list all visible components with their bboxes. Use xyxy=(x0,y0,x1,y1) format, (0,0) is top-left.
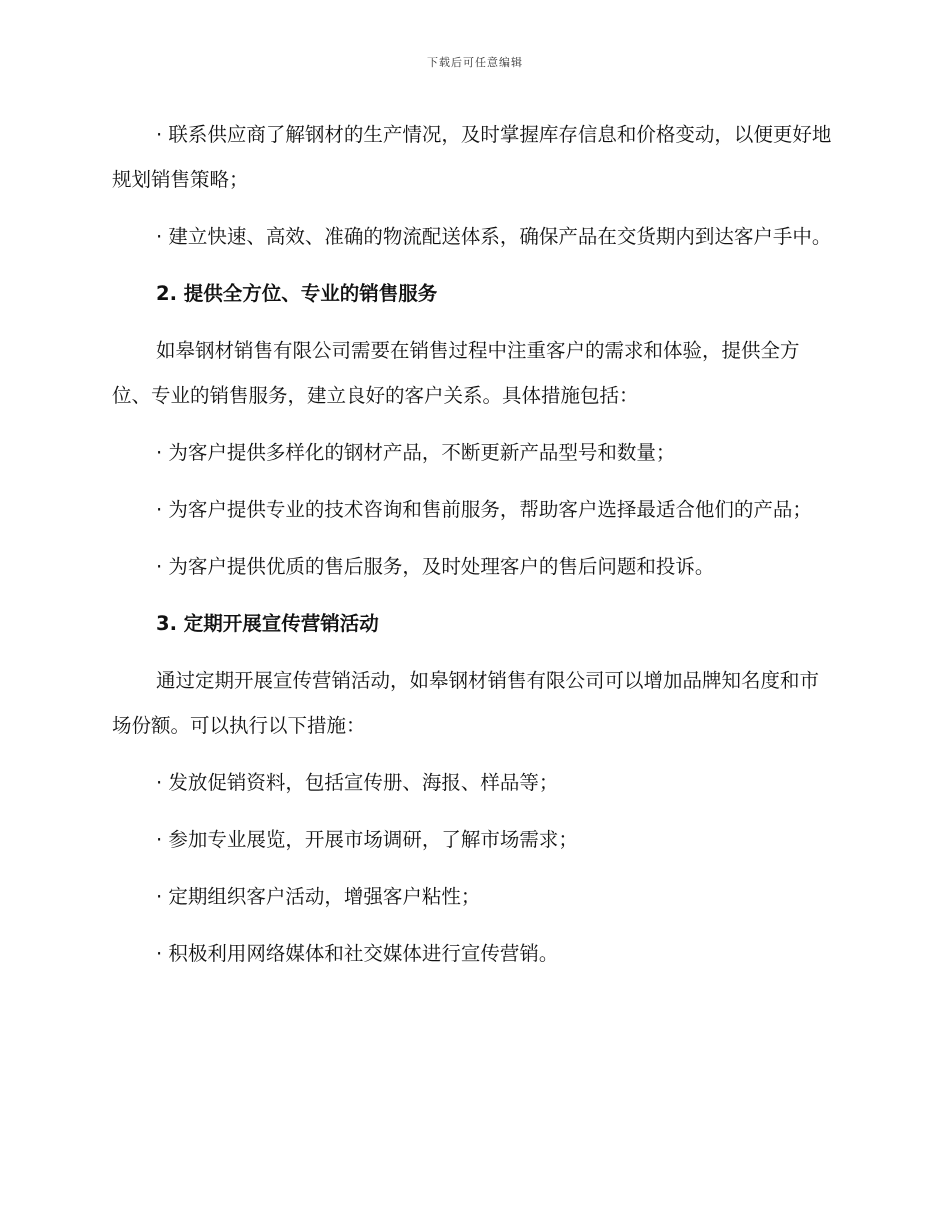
list-item: · 建立快速、高效、准确的物流配送体系，确保产品在交货期内到达客户手中。 xyxy=(156,225,832,248)
list-item: · 为客户提供优质的售后服务，及时处理客户的售后问题和投诉。 xyxy=(156,555,715,578)
list-item: · 定期组织客户活动，增强客户粘性； xyxy=(156,885,481,908)
page-header: 下载后可任意编辑 xyxy=(427,56,523,69)
list-item: · 为客户提供专业的技术咨询和售前服务，帮助客户选择最适合他们的产品； xyxy=(156,498,812,521)
section-heading: 2. 提供全方位、专业的销售服务 xyxy=(156,282,438,305)
list-item: · 参加专业展览，开展市场调研，了解市场需求； xyxy=(156,828,578,851)
list-item: · 积极利用网络媒体和社交媒体进行宣传营销。 xyxy=(156,942,559,965)
list-item: · 联系供应商了解钢材的生产情况，及时掌握库存信息和价格变动，以便更好地规划销售策略； xyxy=(112,123,832,191)
document-body xyxy=(112,112,832,988)
list-item: · 发放促销资料，包括宣传册、海报、样品等； xyxy=(156,771,559,794)
paragraph: 如皋钢材销售有限公司需要在销售过程中注重客户的需求和体验，提供全方位、专业的销售服务，建立良好的客户关系。具体措施包括： xyxy=(112,339,800,407)
list-item: · 为客户提供多样化的钢材产品，不断更新产品型号和数量； xyxy=(156,441,676,464)
section-heading: 3. 定期开展宣传营销活动 xyxy=(156,612,379,635)
paragraph: 通过定期开展宣传营销活动，如皋钢材销售有限公司可以增加品牌知名度和市场份额。可以执行以下措施： xyxy=(112,669,820,737)
